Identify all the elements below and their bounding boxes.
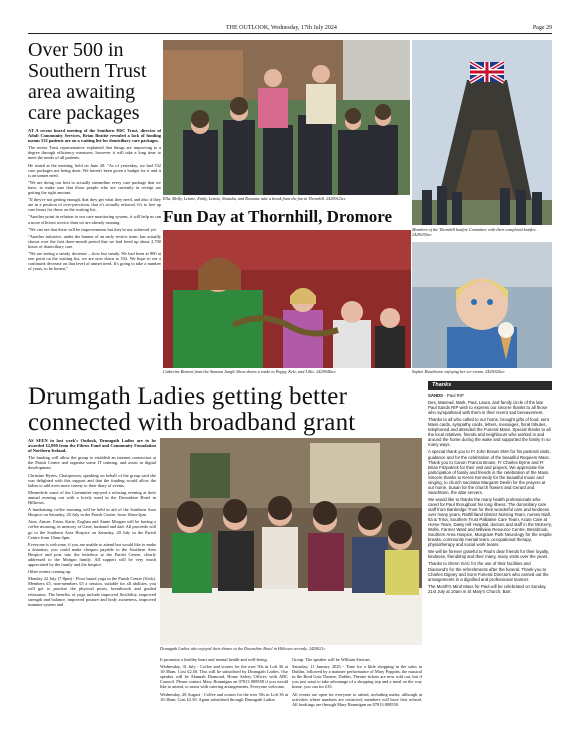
broadband-paragraph: Group. The speaker will be William Stewart. [292, 657, 371, 662]
page-number: Page 29 [532, 25, 552, 31]
thanks-paragraph: Des, Mairead, Mark, Paul, Laura, and family circle of the late Paul Sands RIP wish to express our sincere thanks to all those who sympathised with them in their recent sad bereavement. [428, 400, 548, 416]
thanks-notice [428, 393, 552, 731]
broadband-paragraph: All events are open for everyone to attend, including males, although at activities where numbers are restricted, members will have first refusal. All bookings are through Mary Brannigan on 07813 808558. [292, 691, 422, 707]
caption-icecream: Sophie Hawthorne enjoying her ice-cream. 2429024ice [412, 369, 505, 374]
broadband-col2 [160, 657, 288, 729]
union-flag-icon [470, 62, 504, 82]
care-paragraph: "We can see that there will be improvements but they're not achieved yet. [28, 226, 157, 232]
thanks-subtitle: - Paul RIP [443, 393, 464, 398]
thanks-paragraph: We will be forever grateful to Paul's dear friends for their loyalty, kindness, friendship and their many, many visits over the years. [428, 549, 550, 560]
thornhill-headline: Fun Day at Thornhill, Dromore [163, 207, 393, 226]
photo-girls-group [163, 40, 410, 195]
thanks-paragraph: A special thank you to Fr John Brown SMA for his pastoral visits, guidance and for the celebration of the beautiful Requiem Mass. Thank you to Canon Francis Brown, Fr Charles Byrne and Fr Brian Fitzpatrick for their visit and prayers. We appreciate the participation of family and friends in the celebration of the Mass. Sincere thanks to Kerrie Kennedy for the beautiful music and singing, to church sacristan Margaret Devlin for the prayers at our home, Susan for the church flowers and Gerard and Seachtann, the altar servers. [428, 449, 551, 495]
care-paragraph: "If they're not getting enough, that they get what they need, and also if they are in a position of over-provision, that it's actually reduced. It's to free up care hours for those on the waiting list. [28, 197, 161, 213]
care-paragraph: "We are seeing a steady decrease – slow but steady. We had been at 800 at one point on the waiting list, we are now down to 532. We hope to see a continued decrease on that level of unmet need. It's going to take a number of years, to be honest." [28, 250, 161, 272]
care-paragraph: The senior Trust representative explained that things are improving to a degree through efficiency measures, however it will take a long time to meet the needs of all patients. [28, 145, 161, 161]
caption-girls-group: Ella, Molly, Lennie, Emily, Letitia, Natasha, and Roxanne take a break from the fun in Thornhill. 2429012ice [163, 196, 346, 201]
thanks-paragraph: Thanks to Glenn GAC for the use of their facilities and Diamond's for the refreshments after the funeral. Thank you to Charles Digney and Sons Funeral Directors who carried out the arrangements in a dignified and professional manner. [428, 561, 549, 582]
broadband-paragraph: Meanwhile some of the Committee enjoyed a relaxing evening at their annual evening out with a lovely meal in the Downshire Hotel in Hilltown. [28, 489, 156, 506]
care-paragraph: "Another point in relation to our care monitoring system, it will help us run a more efficient service than we are already running. [28, 214, 161, 225]
broadband-paragraph: Other events coming up: [28, 569, 72, 575]
thanks-paragraph: Thanks to all who called to our home, brought gifts of food, sent Mass cards, sympathy cards, letters, messages, floral tributes, telephoned and attended the Funeral Mass. Special thanks to all the local relatives, friends and neighbours who worked in and around the home during the wake and supported the family in so many ways. [428, 417, 551, 448]
thanks-name: SANDS [428, 393, 444, 398]
caption-drumgath: Drumgath Ladies who enjoyed their dinner at the Downshire Hotel in Hilltown recently. 2429021c [160, 646, 326, 651]
thanks-paragraph: We would like to thanks the many health professionals who cared for Paul throughout his long illness. The domiciliary care staff from Banbridge Trust for their wonderful care and kindness over many years, Rathfriland District Nursing Team, nurses Niall, Ita & Trina, Southern Trust Palliative Care Team, Acute Care at Home Team, Daisy Hill Hospital, doctors and staff in the McKerry, Wolfe, Farmer Ward and Millview Resource Centre, Bessbrook, Southern Area Hospice, Musgrave Park Neurology for the respite breaks, community mental team, occupational therapy, physiotherapy and social work teams. [428, 496, 552, 548]
care-paragraph: "Another initiative, under the banner of an early review team, has actually shown over the first three-month period that we had freed up about 2,700 hours of domiciliary care. [28, 233, 161, 249]
broadband-paragraph: Christine Hynes, Chairperson, speaking on behalf of the group said she was delighted with this support and that the funding would allow the ladies to add even more variety to their diary of events. [28, 472, 156, 488]
care-body [28, 128, 161, 376]
caption-bonfire: Members of the Thornhill bonfire Committee with their completed bonfire. 2429030ice [412, 227, 537, 237]
page-header [28, 25, 552, 34]
broadband-headline: Drumgath Ladies getting better connected with broadband grant [28, 383, 356, 436]
caption-snake: Catherine Bennett from the Amazon Jungle Show shows a snake to Poppy, Kele, and Lillie. 2429046ice [163, 369, 336, 374]
care-article [28, 40, 161, 124]
broadband-paragraph: It promotes a healthy heart and mental health and well-being. [160, 657, 268, 662]
broadband-paragraph: Wednesday, 28 August - Coffee and scones for the over 50s in Loft 36 at 10:30am. Cost £2.50. Again subsidised through Drumgath Ladies [160, 691, 288, 702]
broadband-paragraph: Saturday, 11 January 2025 - Time for a little shopping in the sales in Dublin, followed by a matinee performance of Mary Poppins, the musical in the Bord Gais Theatre, Dublin. Theatre tickets are now sold out, but if you just want to take advantage of a shopping trip and a meal on the way home, you can for £35. [292, 664, 422, 690]
broadband-paragraph: Monday 22 July (7-8pm) - Floor based yoga in the Parish Centre (6/wk). Members £5, non-members £5 a session, suitable for all abilities, you will get to practise the physical poses, breathwork and guided relaxation. The benefits of yoga include improved flexibility, improved strength and balance, improved posture and body awareness, improved immune system and [28, 576, 156, 607]
photo-bonfire [412, 40, 552, 225]
photo-drumgath-ladies [160, 438, 422, 645]
broadband-paragraph: The funding will allow the group to establish an internet connection at the Parish Centre and organise some IT training, and assist in digital development. [28, 455, 156, 471]
photo-snake [163, 230, 411, 368]
broadband-col3 [292, 657, 422, 729]
broadband-paragraph: Aine, Aimee, Erinn, Katie, Eoghan and Annie Morgan will be having a coffee morning, in memory of Gene, husband and dad. All proceeds will go to the Southern Area Hospice on Saturday, 20 July in the Parish Centre from 10am-2pm. [28, 519, 156, 540]
photo-icecream [412, 242, 552, 368]
thanks-section-bar: Thanks [428, 381, 552, 390]
care-paragraph: "We are doing our best to actually streamline every care package that we have, to make sure that those people who are currently in receipt are getting the right amount. [28, 179, 161, 196]
thanks-paragraph: The Month's Mind Mass for Paul will be celebrated on Sunday, 21st July at 10am in St Mary's Church, Barr. [428, 583, 547, 594]
broadband-paragraph: A fundraising coffee morning will be held in aid of the Southern Area Hospice on Saturday, 20 July in the Parish Centre, from 10am-2pm. [28, 507, 156, 518]
care-paragraph: He stated at the meeting, held on June 20: "As of yesterday, we had 532 care packages not being done. We haven't been given a budget for it and it is an unmet need. [28, 162, 161, 178]
publication-line: THE OUTLOOK, Wednesday, 17th July 2024 [226, 25, 337, 31]
broadband-lead: AS SEEN in last week's Outlook, Drumgath Ladies are to be awarded £2,000 from the Fibrus Fund and Community Foundation of Northern Ireland. [28, 438, 156, 454]
care-headline: Over 500 in Southern Trust area awaiting care packages [28, 39, 147, 124]
broadband-col1 [28, 438, 156, 728]
broadband-paragraph: Everyone is welcome, if you are unable to attend but would like to make a donation, you could make cheques payable to the Southern Area Hospice and post into the letterbox at the Parish Centre, clearly addressed to the Morgan family. All support will be very much appreciated by the family and the hospice. [28, 541, 156, 568]
care-lead: AT A recent board meeting of the Southern HSC Trust, director of Adult Community Services, Brian Beattie revealed a lack of funding means 532 patients are on a waiting list for domiciliary care packages. [28, 128, 161, 144]
broadband-paragraph: Wednesday, 31 July - Coffee and scones for the over 50s in Loft 36 at 10:30am. Cost £2.50. This will be subsidised by Drumgath Ladies. Our speaker will be Alannah Diamond, Home Safety Officer, with ABC Council. Please contact Mary Brannigan on 07813 808558 if you would like to attend, to assist with catering arrangements. Everyone welcome. [160, 664, 288, 690]
